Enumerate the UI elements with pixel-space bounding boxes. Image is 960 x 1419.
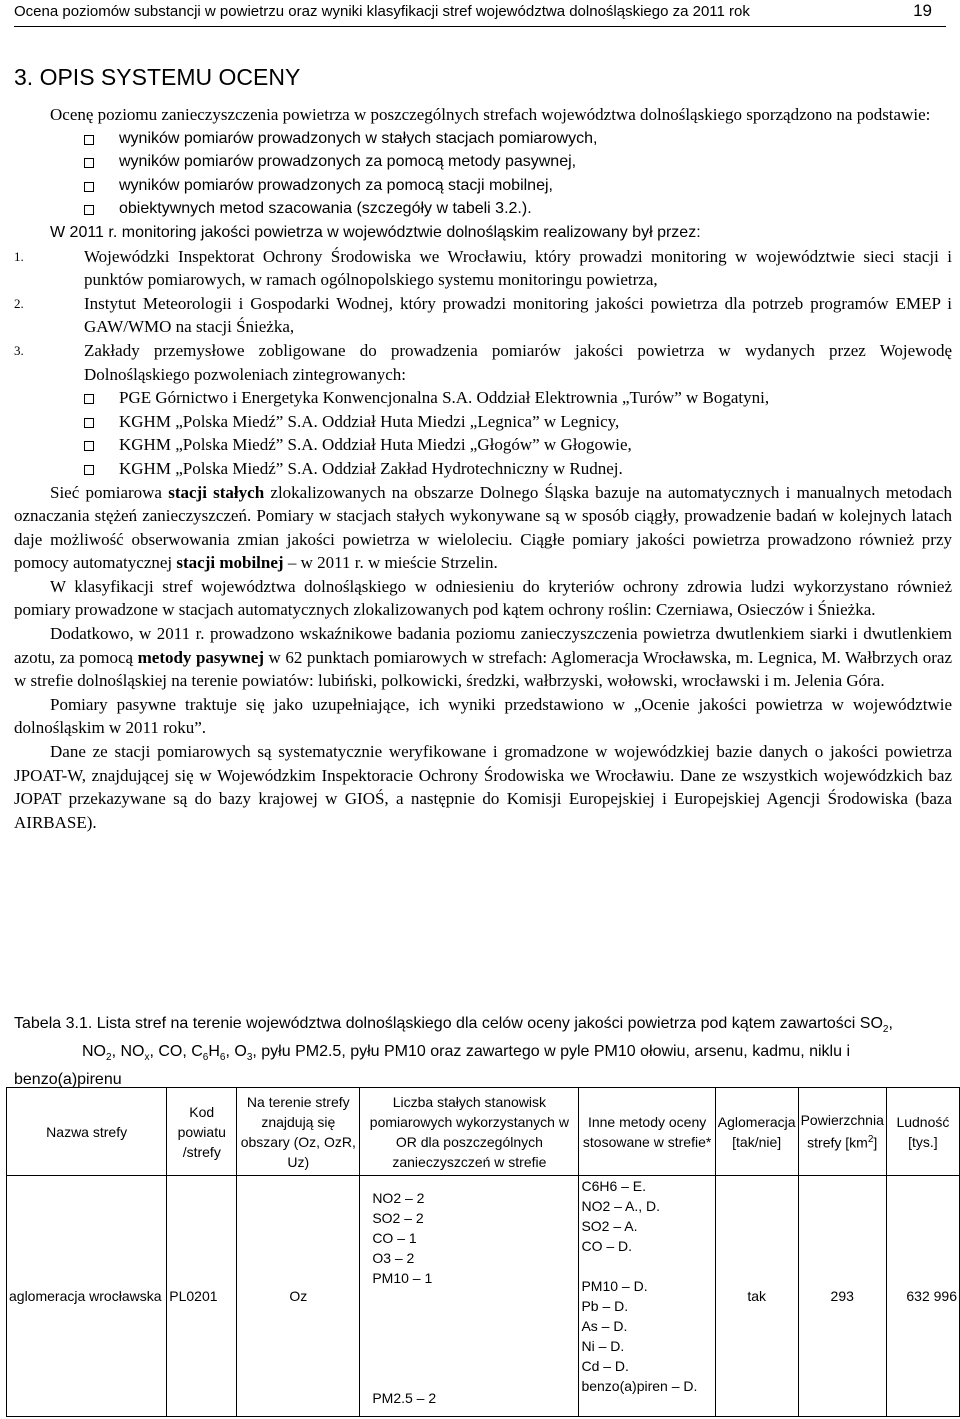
text-run: H: [208, 1043, 220, 1061]
list-item: obiektywnych metod szacowania (szczegóły w tabeli 3.2.).: [14, 197, 952, 221]
cell-methods: [579, 1176, 715, 1417]
page-number: 19: [913, 1, 932, 20]
method-entry: benzo(a)piren – D.: [581, 1378, 698, 1394]
item-text: Zakłady przemysłowe zobligowane do prowadzenia pomiarów jakości powietrza w wydanych przez Wojewodę Dolnośląskiego pozwoleniach zintegrowanych:: [84, 340, 952, 384]
list-item: KGHM „Polska Miedź” S.A. Oddział Huta Miedzi „Głogów” w Głogowie,: [14, 433, 952, 457]
column-header: Powierzchnia strefy $[km^2]$: [798, 1088, 886, 1176]
running-header: [14, 0, 946, 27]
list-item: wyników pomiarów prowadzonych za pomocą stacji mobilnej,: [14, 174, 952, 198]
method-entry: C6H6 – E.: [581, 1178, 647, 1194]
cell-agglomeration: tak: [715, 1176, 798, 1417]
text-run: – w 2011 r. w mieście Strzelin.: [283, 553, 498, 573]
bold-run: stacji mobilnej: [176, 553, 284, 573]
cell-area: 293: [798, 1176, 886, 1417]
station-count: SO2 – 2: [372, 1210, 424, 1226]
intro-paragraph: Ocenę poziomu zanieczyszczenia powietrza w poszczególnych strefach województwa dolnośląskiego sporządzono na podstawie:: [50, 105, 931, 124]
paragraph-classification: W klasyfikacji stref województwa dolnośląskiego w odniesieniu do kryteriów ochrony zdrowia ludzi wykorzystano również pomiary prowadzone w stacjach automatycznych zlokalizowanych pod kątem ochrony roślin: Czerniawa, Osieczów i Śnieżka.: [14, 576, 952, 620]
paragraph-fixed-stations: [14, 481, 952, 575]
paragraph-database: Dane ze stacji pomiarowych są systematycznie weryfikowane i gromadzone w wojewódzkiej bazie danych o jakości powietrza JPOAT-W, znajdującej się w Wojewódzkim Inspektoracie Ochrony Środowiska we Wrocławiu. Dane ze wszystkich wojewódzkich baz JOPAT przekazywane są do bazy krajowej w GIOŚ, a następnie do Komisji Europejskiej i Europejskiej Agencji Środowiska (baza AIRBASE).: [14, 742, 952, 832]
list-item: KGHM „Polska Miedź” S.A. Oddział Zakład Hydrotechniczny w Rudnej.: [14, 457, 952, 481]
cell-areas: Oz: [237, 1176, 360, 1417]
zones-table: [6, 1087, 960, 1417]
list-item: [14, 339, 952, 386]
cell-code: PL0201: [167, 1176, 237, 1417]
column-header: Aglomeracja [tak/nie]: [715, 1088, 798, 1176]
text-run: w 62 punktach pomiarowych w strefach: Aglomeracja Wrocławska, m. Legnica, M. Wałbrzych oraz w strefie dolnośląskiej na terenie powiatów: lubiński, polkowicki, średzki, wałbrzyski, wołowski, wrocławski i m. Jelenia Góra.: [14, 647, 953, 691]
table-caption: Tabela 3.1. Lista stref na terenie województwa dolnośląskiego dla celów oceny jakości powietrza pod kątem zawartości $SO_2$, $NO_2$, $NO_x$, CO, $C_6H_6$, $O_3$, pyłu PM2.5, pyłu PM10 oraz zawartego w pyle PM10 ołowiu, arsenu, kadmu, niklu i benzo(a)pirenu: [14, 1015, 893, 1089]
column-header: Nazwa strefy: [7, 1088, 167, 1176]
method-entry: PM10 – D.: [581, 1278, 648, 1294]
list-item: [14, 245, 952, 292]
station-count: O3 – 2: [372, 1250, 415, 1266]
paragraph-passive-results: Pomiary pasywne traktuje się jako uzupełniające, ich wyniki przedstawiono w „Ocenie jakości powietrza w województwie dolnośląskim w 2011 roku”.: [14, 694, 952, 738]
bold-run: stacji stałych: [168, 482, 265, 502]
monitoring-list: [14, 245, 952, 387]
text-run: Dodatkowo, w 2011 r. prowadzono wskaźnikowe badania poziomu zanieczyszczenia powietrza dwutlenkiem siarki i dwutlenkiem azotu, za pomocą: [14, 624, 952, 667]
text-run: Sieć pomiarowa: [50, 482, 169, 502]
column-header: Ludność [tys.]: [886, 1088, 959, 1176]
paragraph-passive: [14, 622, 952, 693]
text-run: , NO: [111, 1043, 145, 1061]
method-entry: NO2 – A., D.: [581, 1198, 661, 1214]
body-text: [14, 103, 952, 834]
station-count: CO – 1: [372, 1230, 417, 1246]
monitoring-intro: W 2011 r. monitoring jakości powietrza w województwie dolnośląskim realizowany był przez:: [50, 223, 701, 241]
method-entry: As – D.: [581, 1318, 628, 1334]
method-entry: CO – D.: [581, 1238, 633, 1254]
item-number: 3.: [14, 342, 24, 358]
column-header: Na terenie strefy znajdują się obszary (Oz, OzR, Uz): [237, 1088, 360, 1176]
method-entry: Ni – D.: [581, 1338, 625, 1354]
list-item: wyników pomiarów prowadzonych za pomocą metody pasywnej,: [14, 150, 952, 174]
list-item: [14, 292, 952, 339]
text-run: Tabela 3.1. Lista stref na terenie województwa dolnośląskiego dla celów oceny jakości powietrza pod kątem zawartości SO: [14, 1015, 883, 1032]
column-header: Kod powiatu /strefy: [167, 1088, 237, 1176]
cell-zone-name: aglomeracja wrocławska: [7, 1176, 167, 1417]
text-run: ,: [888, 1015, 893, 1032]
text-run: zlokalizowanych na obszarze Dolnego Śląska bazuje na automatycznych i manualnych metodach oznaczania stężeń zanieczyszczeń. Pomiary w stacjach stałych wykonywane są w sposób ciągły, prowadzenie badań w kolejnych latach daje możliwość obserwowania zmian jakości powietrza w wieloleciu. Ciągłe pomiary jakości powietrza prowadzono również przy pomocy automatycznej: [14, 482, 953, 573]
station-count: PM2.5 – 2: [372, 1390, 437, 1406]
plants-list: [14, 386, 952, 480]
column-header: Inne metody oceny stosowane w strefie*: [579, 1088, 715, 1176]
item-number: 1.: [14, 248, 24, 264]
table-header-row: [7, 1088, 960, 1176]
sources-list: [14, 127, 952, 221]
column-header: Liczba stałych stanowisk pomiarowych wykorzystanych w OR dla poszczególnych zanieczyszczeń w strefie: [360, 1088, 579, 1176]
method-entry: SO2 – A.: [581, 1218, 638, 1234]
list-item: KGHM „Polska Miedź” S.A. Oddział Huta Miedzi „Legnica” w Legnicy,: [14, 410, 952, 434]
list-item: wyników pomiarów prowadzonych w stałych stacjach pomiarowych,: [14, 127, 952, 151]
text-run: NO: [82, 1043, 106, 1061]
cell-stations: [360, 1176, 579, 1417]
bold-run: metody pasywnej: [137, 647, 264, 667]
cell-population: 632 996: [886, 1176, 959, 1417]
header-text: Powierzchnia strefy [km: [800, 1112, 884, 1151]
method-entry: Pb – D.: [581, 1298, 629, 1314]
text-run: , O: [225, 1043, 247, 1061]
text-run: , pyłu PM2.5, pyłu PM10 oraz zawartego w pyle PM10 ołowiu, arsenu, kadmu, niklu i benzo(a)pirenu: [14, 1043, 851, 1089]
item-text: Instytut Meteorologii i Gospodarki Wodnej, który prowadzi monitoring jakości powietrza dla potrzeb programów EMEP i GAW/WMO na stacji Śnieżka,: [84, 293, 952, 337]
table-row: [7, 1176, 960, 1417]
station-count: NO2 – 2: [372, 1190, 425, 1206]
item-number: 2.: [14, 295, 24, 311]
list-item: PGE Górnictwo i Energetyka Konwencjonalna S.A. Oddział Elektrownia „Turów” w Bogatyni,: [14, 386, 952, 410]
header-title: Ocena poziomów substancji w powietrzu oraz wyniki klasyfikacji stref województwa dolnośląskiego za 2011 rok: [14, 3, 750, 20]
item-text: Wojewódzki Inspektorat Ochrony Środowiska we Wrocławiu, który prowadzi monitoring w województwie sieci stacji i punktów pomiarowych, w ramach ogólnopolskiego systemu monitoringu powietrza,: [84, 246, 952, 290]
text-run: , CO, C: [149, 1043, 203, 1061]
station-count: PM10 – 1: [372, 1270, 433, 1286]
section-title: 3. OPIS SYSTEMU OCENY: [14, 64, 301, 90]
method-entry: Cd – D.: [581, 1358, 629, 1374]
